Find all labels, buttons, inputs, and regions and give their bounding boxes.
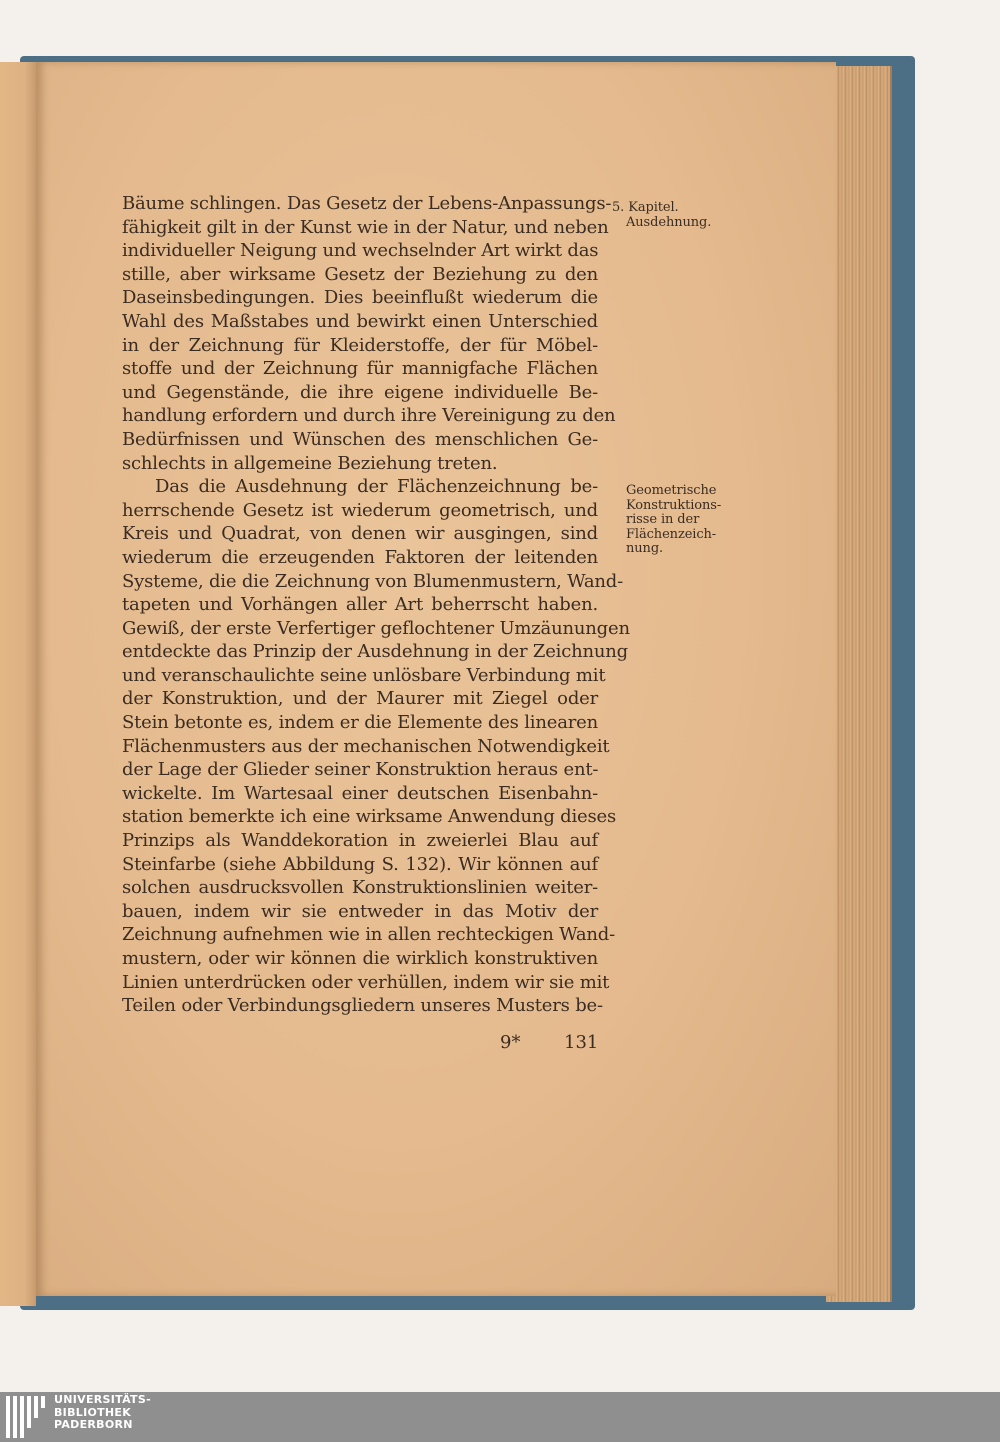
signature-mark: 9* — [500, 1032, 521, 1053]
text-line: solchen ausdrucksvollen Konstruktionslinien weiter- — [122, 877, 598, 899]
margin-note-chapter — [612, 201, 730, 230]
text-line: herrschende Gesetz ist wiederum geometrisch, und — [122, 499, 598, 521]
text-line: Wahl des Maßstabes und bewirkt einen Unterschied — [122, 310, 598, 332]
text-line: Bedürfnissen und Wünschen des menschlichen Ge- — [122, 428, 598, 450]
library-logo-icon — [4, 1394, 48, 1440]
text-line: bauen, indem wir sie entweder in das Motiv der — [122, 900, 598, 922]
text-line: individueller Neigung und wechselnder Art wirkt das — [122, 240, 599, 262]
text-line: der Konstruktion, und der Maurer mit Ziegel oder — [122, 688, 598, 710]
library-name-line: PADERBORN — [54, 1418, 133, 1431]
text-line: wickelte. Im Wartesaal einer deutschen Eisenbahn- — [122, 782, 598, 804]
left-page-edge — [0, 62, 36, 1306]
text-line: Teilen oder Verbindungsgliedern unseres Musters be- — [122, 995, 603, 1017]
text-line: Kreis und Quadrat, von denen wir ausgingen, sind — [122, 523, 598, 545]
text-line: handlung erfordern und durch ihre Vereinigung zu den — [122, 405, 616, 427]
text-line: Das die Ausdehnung der Flächenzeichnung be- — [155, 476, 598, 498]
text-line: und veranschaulichte seine unlösbare Verbindung mit — [122, 664, 606, 686]
text-line: Stein betonte es, indem er die Elemente des linearen — [122, 712, 598, 734]
text-line: in der Zeichnung für Kleiderstoffe, der für Möbel- — [122, 334, 598, 356]
text-line: entdeckte das Prinzip der Ausdehnung in der Zeichnung — [122, 641, 628, 663]
text-line: der Lage der Glieder seiner Konstruktion heraus ent- — [122, 759, 599, 781]
text-line: Daseinsbedingungen. Dies beeinflußt wiederum die — [122, 287, 598, 309]
text-line: station bemerkte ich eine wirksame Anwendung dieses — [122, 806, 617, 828]
text-line: und Gegenstände, die ihre eigene individuelle Be- — [122, 381, 598, 403]
margin-note-line: risse in der — [626, 512, 700, 528]
text-line: mustern, oder wir können die wirklich konstruktiven — [122, 948, 598, 969]
margin-note-line: 5. Kapitel. — [612, 200, 679, 215]
page-number: 131 — [564, 1032, 599, 1053]
text-line: fähigkeit gilt in der Kunst wie in der Natur, und neben — [122, 216, 609, 238]
margin-note-line: Geometrische — [626, 483, 717, 498]
text-line: schlechts in allgemeine Beziehung treten. — [122, 452, 498, 474]
text-line: Linien unterdrücken oder verhüllen, indem wir sie mit — [122, 971, 610, 993]
text-line: Steinfarbe (siehe Abbildung S. 132). Wir können auf — [122, 853, 598, 875]
margin-note-line: Ausdehnung. — [626, 214, 712, 230]
margin-note-topic — [626, 484, 744, 557]
text-line: stoffe und der Zeichnung für mannigfache Flächen — [122, 358, 598, 380]
margin-note-line: Flächenzeich- — [626, 526, 717, 542]
text-line: Systeme, die die Zeichnung von Blumenmustern, Wand- — [122, 570, 624, 592]
text-line: wiederum die erzeugenden Faktoren der leitenden — [122, 546, 598, 568]
library-name-line: UNIVERSITÄTS- — [54, 1393, 151, 1406]
library-name-line: BIBLIOTHEK — [54, 1405, 132, 1419]
text-line: tapeten und Vorhängen aller Art beherrscht haben. — [122, 594, 598, 616]
text-line: Zeichnung aufnehmen wie in allen rechteckigen Wand- — [122, 924, 616, 946]
body-text — [122, 192, 630, 1018]
text-line: Bäume schlingen. Das Gesetz der Lebens-Anpassungs- — [122, 193, 612, 214]
text-line: Flächenmusters aus der mechanischen Notwendigkeit — [122, 735, 610, 757]
text-line: Gewiß, der erste Verfertiger geflochtener Umzäunungen — [122, 617, 630, 639]
library-name — [54, 1394, 151, 1432]
margin-note-line: nung. — [626, 541, 664, 557]
text-line: Prinzips als Wanddekoration in zweierlei Blau auf — [122, 830, 598, 852]
margin-note-line: Konstruktions- — [626, 497, 722, 513]
text-line: stille, aber wirksame Gesetz der Beziehung zu den — [122, 263, 598, 285]
